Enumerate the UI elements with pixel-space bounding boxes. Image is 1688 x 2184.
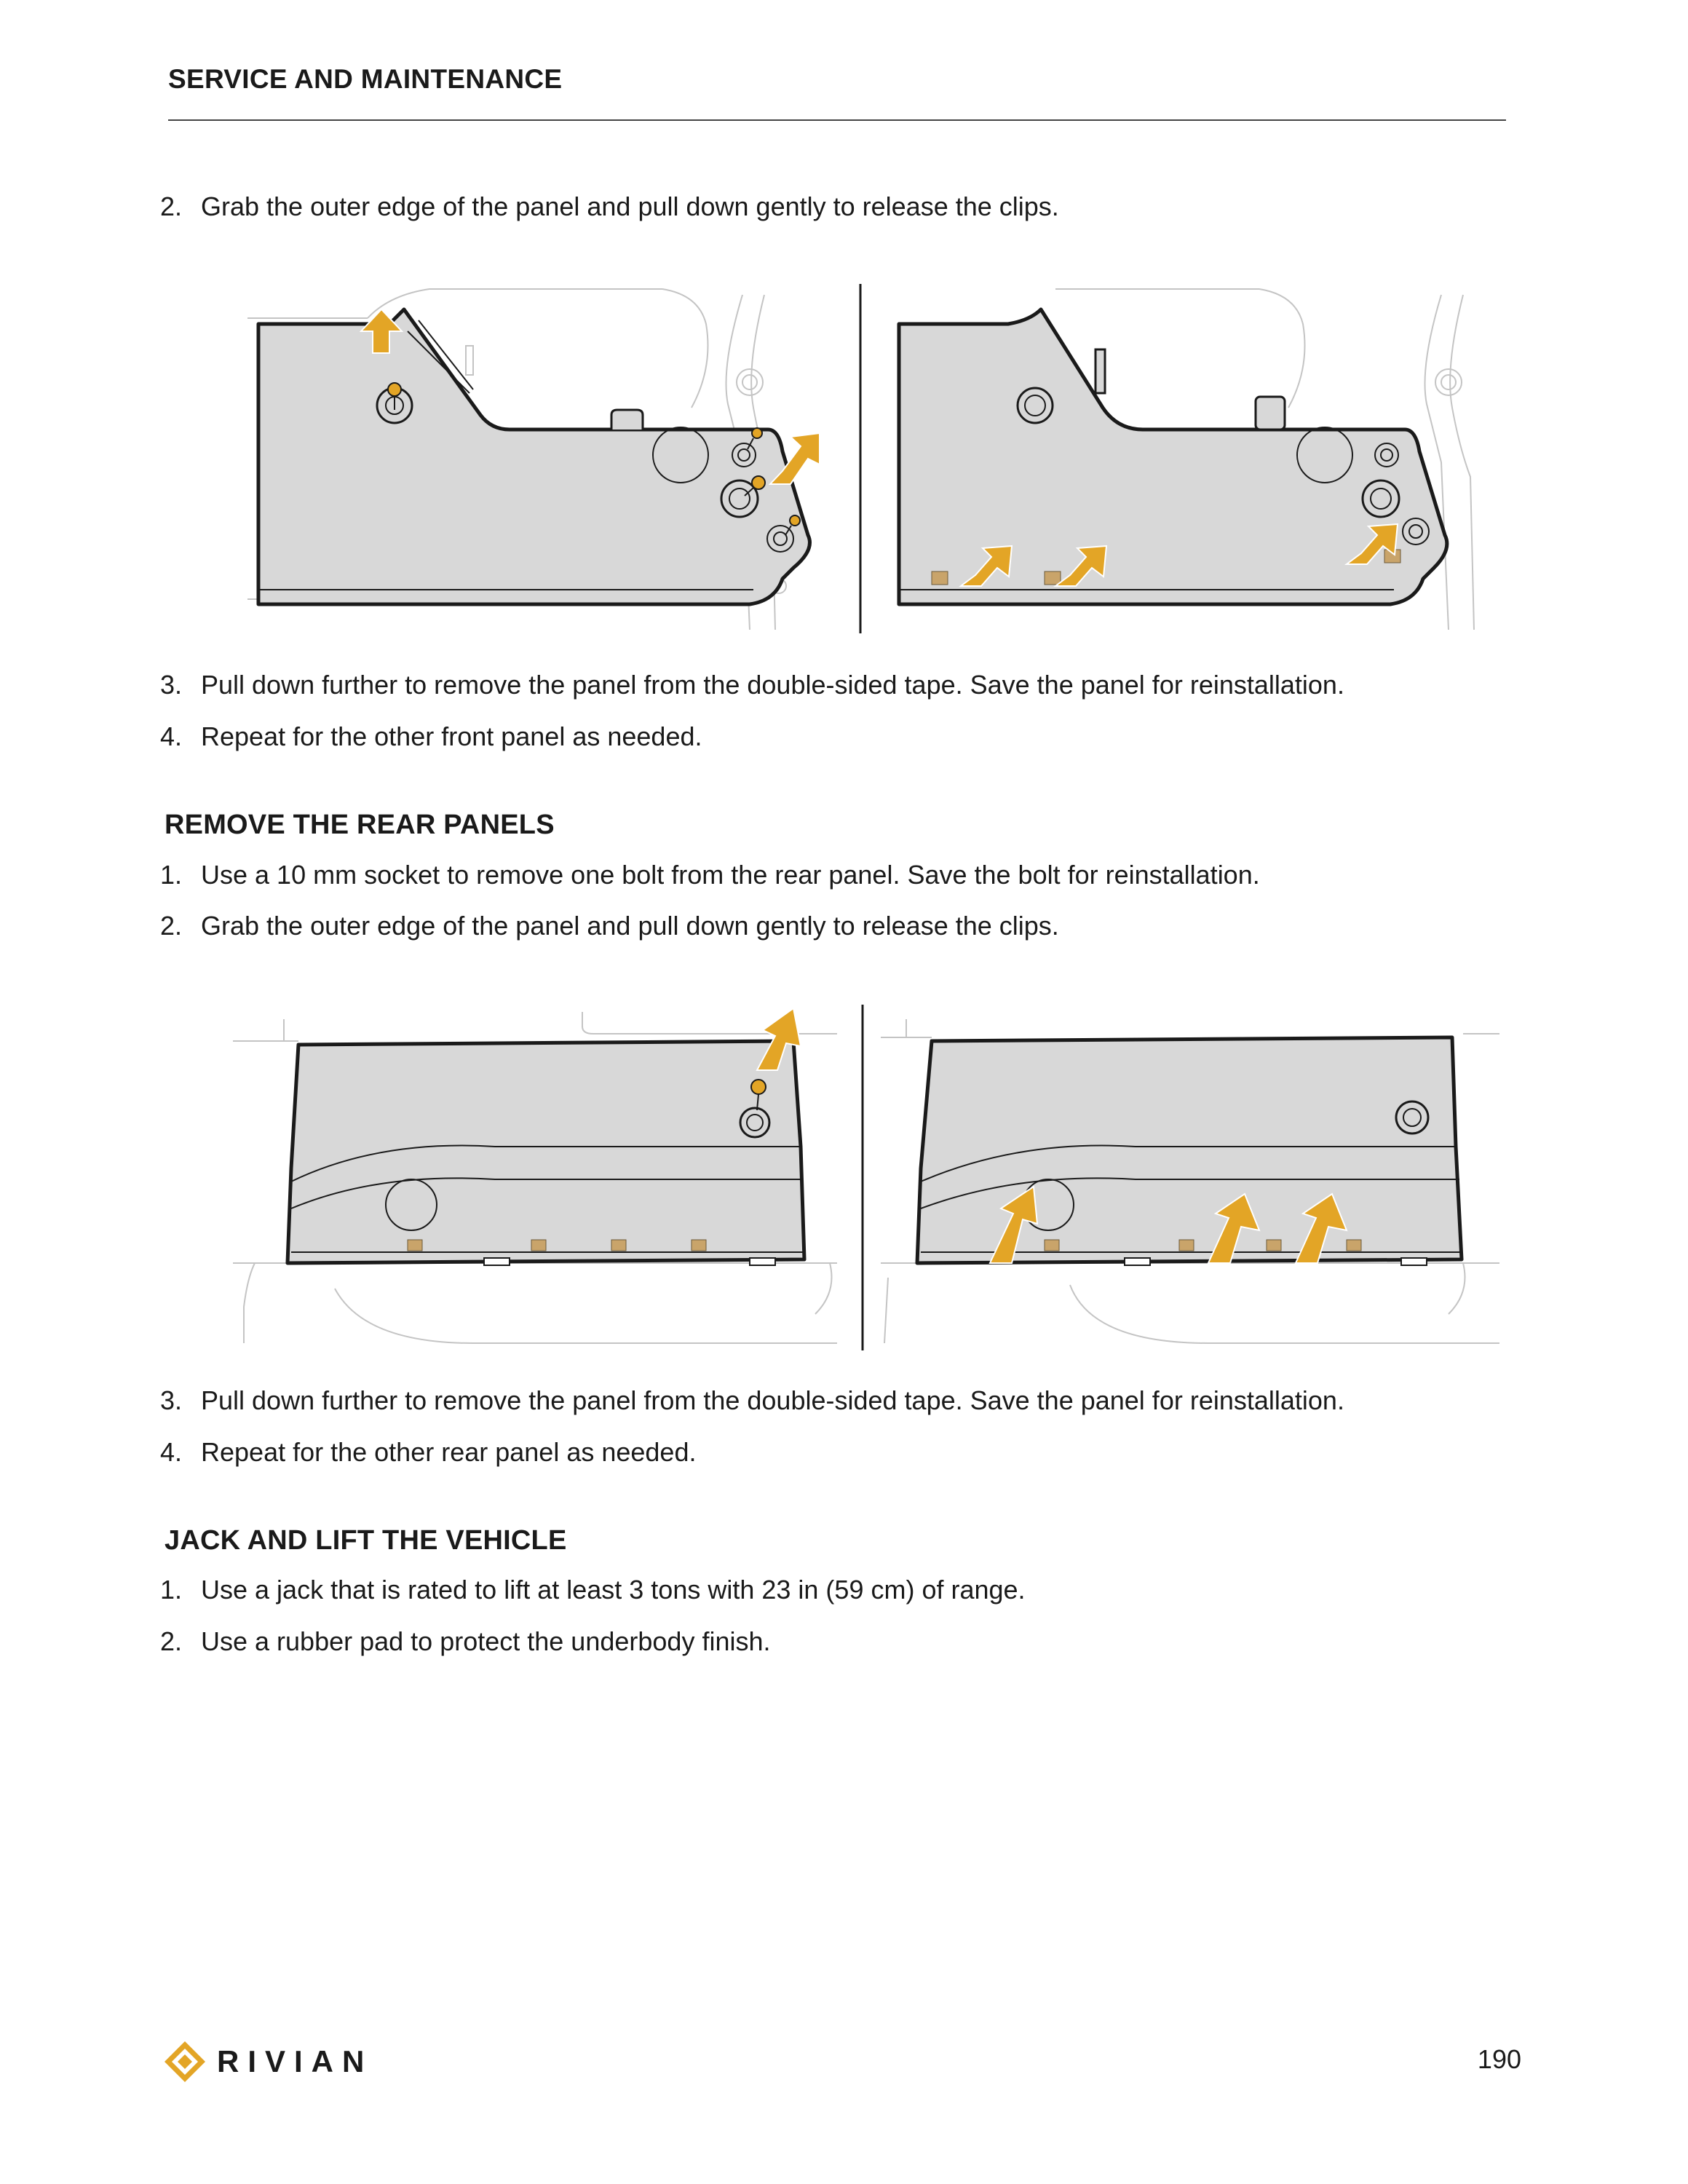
rear-panel-shape — [288, 1041, 804, 1263]
step-number: 3. — [160, 1385, 183, 1415]
step-text: Repeat for the other rear panel as needed. — [201, 1437, 697, 1467]
step-number: 1. — [160, 1575, 183, 1605]
rear-panel-removed-shape — [917, 1037, 1462, 1263]
step-rear-1 — [160, 859, 1260, 891]
step-number: 2. — [160, 191, 183, 221]
section-title: SERVICE AND MAINTENANCE — [168, 64, 563, 94]
step-front-3 — [160, 669, 1344, 701]
step-number: 3. — [160, 670, 183, 700]
step-text: Use a 10 mm socket to remove one bolt from the rear panel. Save the bolt for reinstallation. — [201, 860, 1260, 890]
step-text: Pull down further to remove the panel from the double-sided tape. Save the panel for reinstallation. — [201, 670, 1344, 700]
step-text: Repeat for the other front panel as needed. — [201, 721, 702, 751]
step-number: 1. — [160, 860, 183, 890]
step-number: 4. — [160, 1437, 183, 1467]
step-text: Use a rubber pad to protect the underbody finish. — [201, 1626, 771, 1656]
step-rear-3 — [160, 1385, 1344, 1417]
step-rear-2 — [160, 910, 1059, 942]
brand-wordmark: RIVIAN — [217, 2044, 373, 2078]
step-text: Grab the outer edge of the panel and pull down gently to release the clips. — [201, 191, 1059, 221]
step-front-2 — [160, 191, 1059, 223]
front-panel-shape — [258, 309, 810, 604]
rear-panel-illustration — [233, 1001, 1499, 1358]
step-jack-1 — [160, 1574, 1026, 1606]
page-number: 190 — [1477, 2044, 1521, 2074]
step-jack-2 — [160, 1626, 771, 1658]
step-text: Grab the outer edge of the panel and pull down gently to release the clips. — [201, 911, 1059, 941]
header-divider — [168, 119, 1506, 121]
step-number: 4. — [160, 721, 183, 751]
step-number: 2. — [160, 911, 183, 941]
step-text: Pull down further to remove the panel from the double-sided tape. Save the panel for reinstallation. — [201, 1385, 1344, 1415]
heading-remove-rear-panels: REMOVE THE REAR PANELS — [165, 810, 555, 840]
step-front-4 — [160, 721, 702, 753]
step-number: 2. — [160, 1626, 183, 1656]
step-rear-4 — [160, 1436, 696, 1468]
rivian-logo — [162, 2038, 380, 2085]
heading-jack-and-lift: JACK AND LIFT THE VEHICLE — [165, 1525, 567, 1556]
rivian-compass-icon — [165, 2041, 205, 2082]
front-panel-illustration — [240, 280, 1492, 637]
step-text: Use a jack that is rated to lift at least 3 tons with 23 in (59 cm) of range. — [201, 1575, 1026, 1605]
